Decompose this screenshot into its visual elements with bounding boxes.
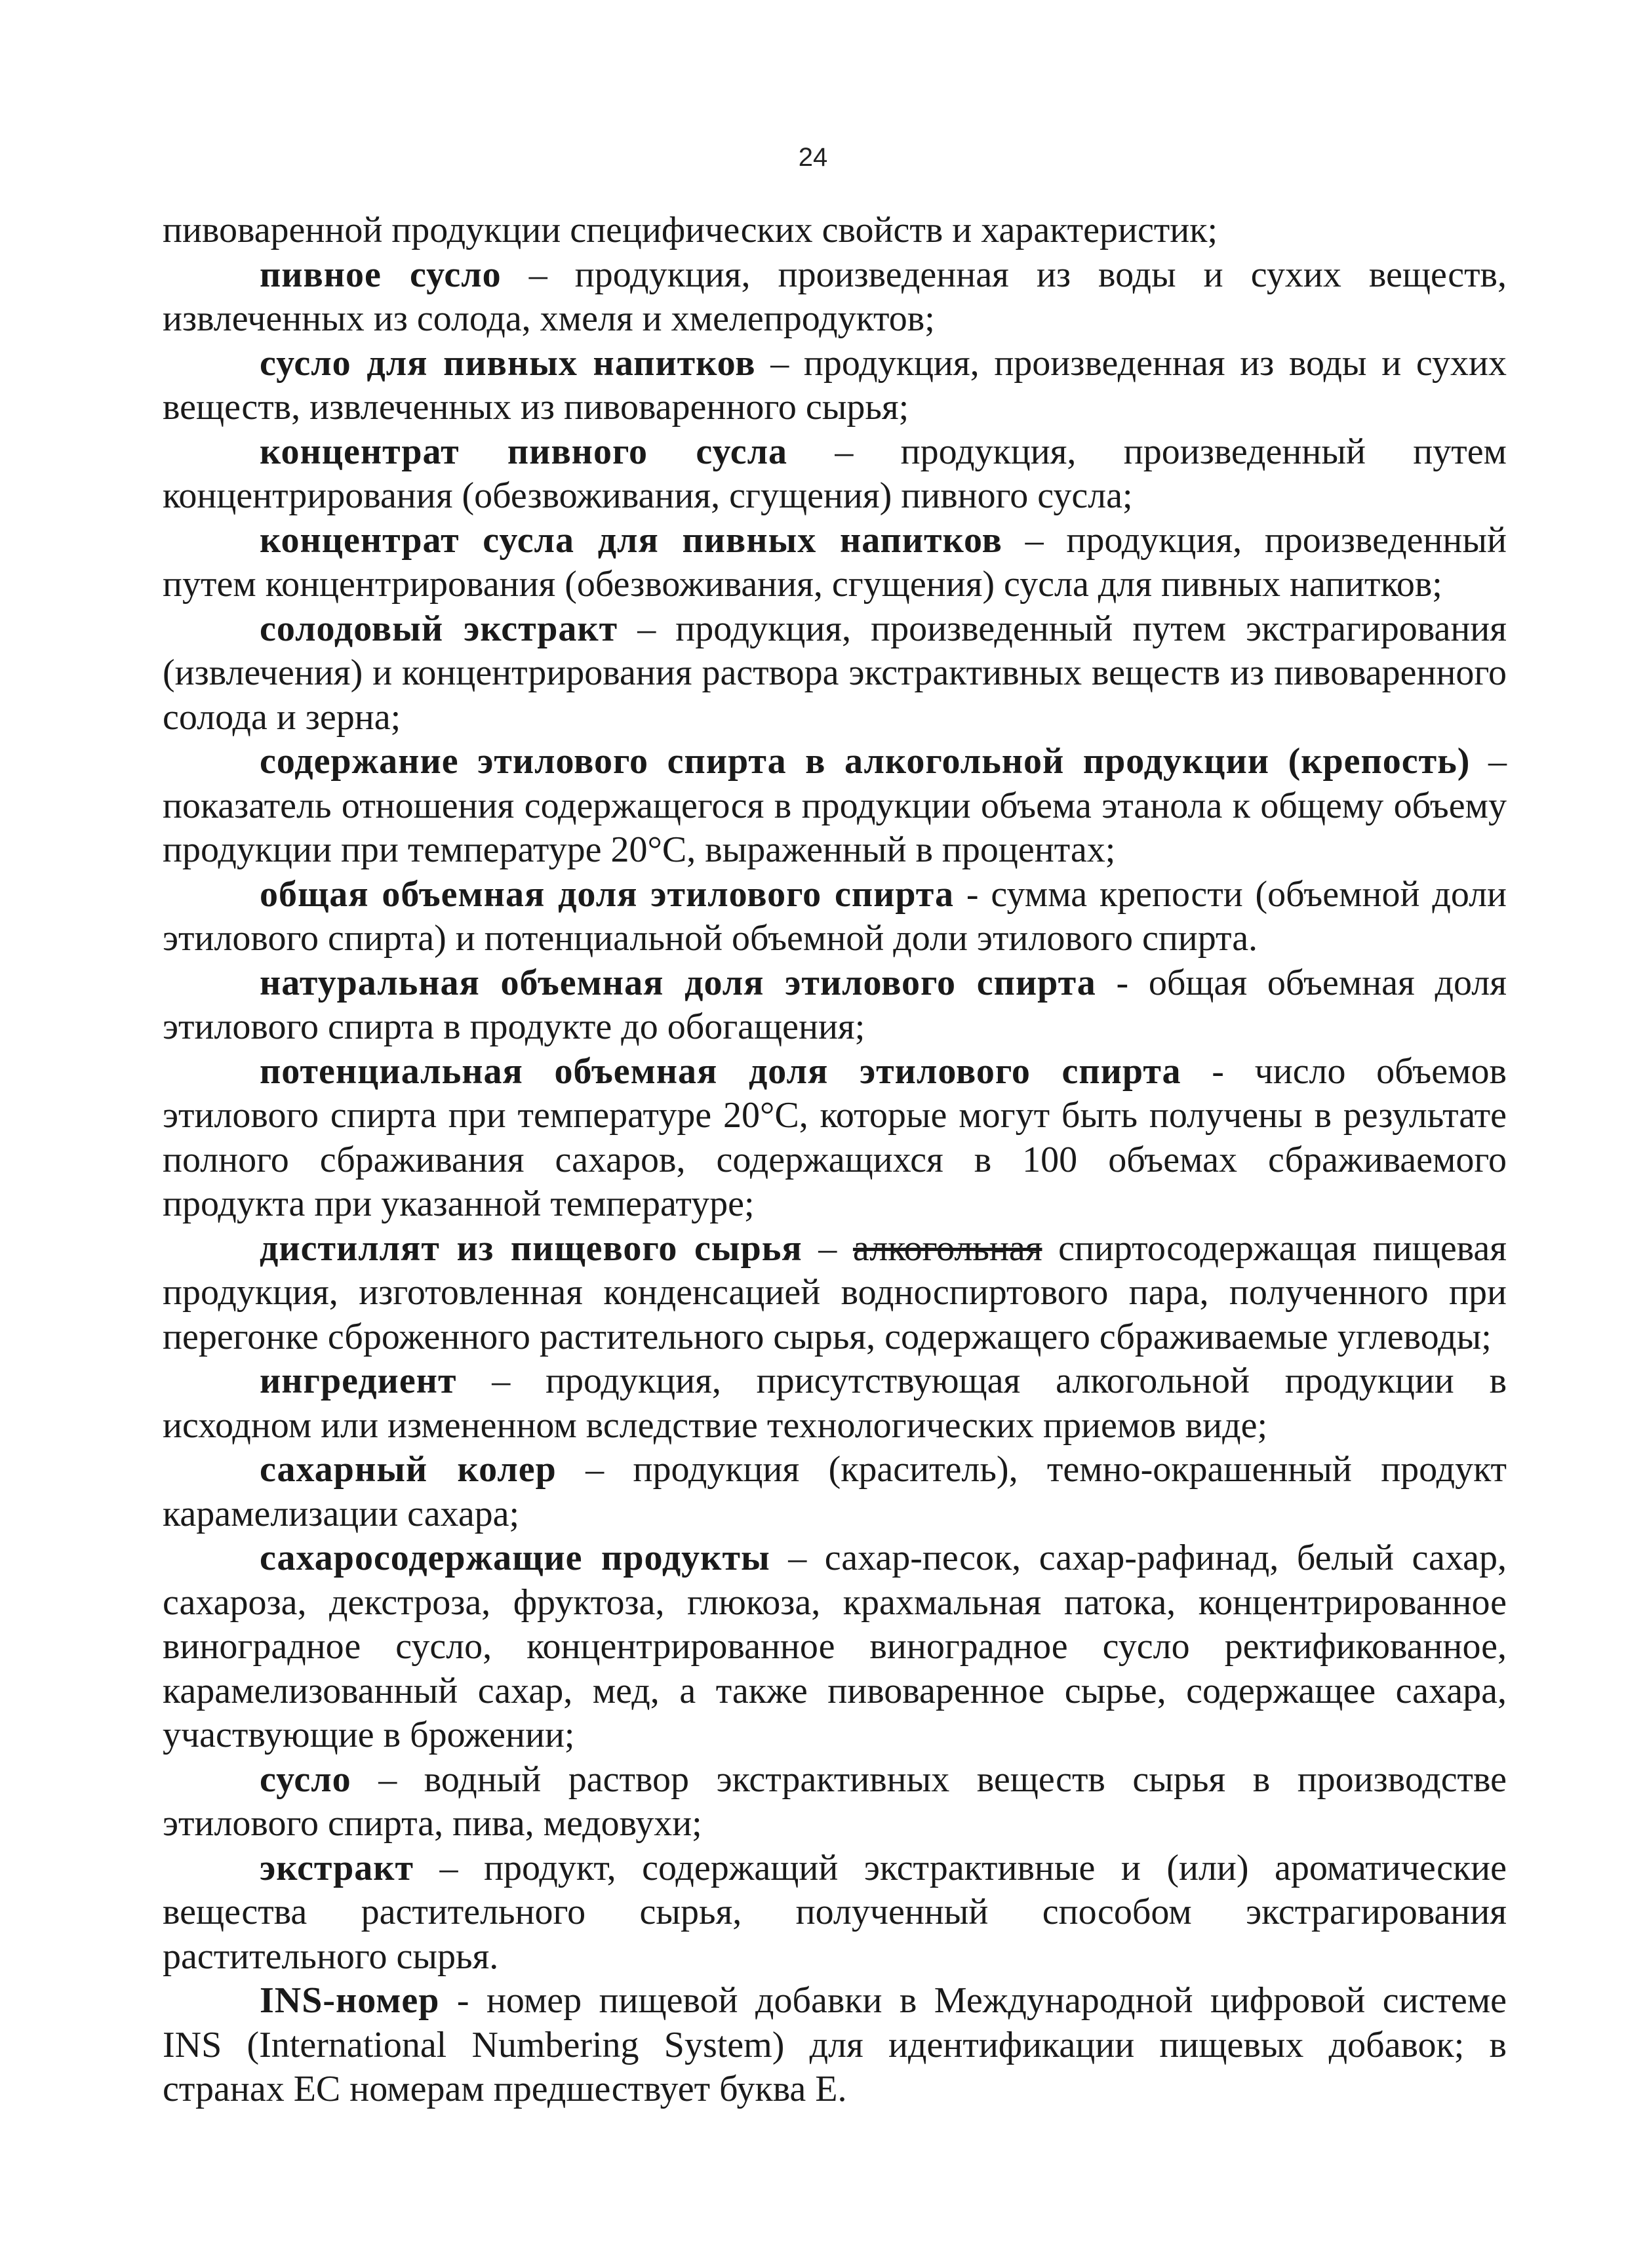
definition-text: продукция, произведенный путем экстрагирования (извлечения) и концентрирования раствора экстрактивных веществ из пивоваренного солода и зерна; — [163, 608, 1507, 738]
struck-word: алкогольная — [852, 1227, 1042, 1269]
term: дистиллят из пищевого сырья — [260, 1227, 803, 1269]
dash: – — [456, 1361, 546, 1401]
dash: - — [439, 1980, 486, 2021]
definition-pivnoe-suslo — [163, 253, 1507, 342]
dash: – — [351, 1759, 424, 1800]
paragraph-continuation — [163, 209, 1507, 253]
term: сусло — [260, 1759, 351, 1800]
dash: – — [802, 1227, 853, 1269]
term: ингредиент — [260, 1361, 457, 1401]
definition-saharnyi-koler — [163, 1448, 1507, 1536]
dash: – — [501, 254, 575, 295]
definition-text: число объемов этилового спирта при температуре 20°С, которые могут быть получены в результате полного сбраживания сахаров, содержащихся в 100 объемах сбраживаемого продукта при указанной температуре; — [163, 1050, 1507, 1224]
dash: – — [1002, 519, 1067, 561]
dash: - — [1096, 962, 1149, 1003]
dash: – — [1470, 741, 1507, 782]
definition-koncentrat-pivnogo-susla — [163, 430, 1507, 519]
term: потенциальная объемная доля этилового спирта — [260, 1050, 1181, 1092]
definition-krepost — [163, 740, 1507, 873]
document-body — [163, 209, 1507, 2112]
definition-suslo — [163, 1758, 1507, 1846]
definition-ins-nomer — [163, 1979, 1507, 2112]
term: содержание этилового спирта в алкогольной продукции (крепость) — [260, 741, 1471, 782]
definition-text: продукция, произведенный путем концентрирования (обезвоживания, сгущения) сусла для пивных напитков; — [163, 519, 1507, 605]
term: натуральная объемная доля этилового спирта — [260, 962, 1096, 1003]
term: концентрат сусла для пивных напитков — [260, 519, 1002, 561]
definition-obshaya-dolya — [163, 873, 1507, 961]
term: солодовый экстракт — [260, 608, 618, 649]
definition-potencialnaya-dolya — [163, 1050, 1507, 1227]
definition-text: показатель отношения содержащегося в продукции объема этанола к общему объему продукции при температуре 20°С, выраженный в процентах; — [163, 785, 1507, 870]
term: концентрат пивного сусла — [260, 431, 787, 472]
definition-text: продукция, произведенный путем концентрирования (обезвоживания, сгущения) пивного сусла; — [163, 431, 1507, 516]
definition-text: общая объемная доля этилового спирта в продукте до обогащения; — [163, 962, 1507, 1047]
term: сахарный колер — [260, 1449, 557, 1490]
definition-text: пивоваренной продукции специфических свойств и характеристик; — [163, 210, 1218, 250]
definition-text: спиртосодержащая пищевая продукция, изготовленная конденсацией водноспиртового пара, полученного при перегонке сброженного растительного сырья, содержащего сбраживаемые углеводы; — [163, 1227, 1507, 1357]
definition-text: продукция (краситель), темно-окрашенный продукт карамелизации сахара; — [163, 1449, 1507, 1534]
dash: – — [556, 1449, 633, 1490]
dash: – — [787, 431, 901, 472]
term: общая объемная доля этилового спирта — [260, 873, 954, 915]
definition-text: водный раствор экстрактивных веществ сырья в производстве этилового спирта, пива, медовухи; — [163, 1759, 1507, 1844]
definition-solodovyi-ekstrakt — [163, 607, 1507, 740]
dash: - — [1181, 1050, 1255, 1092]
dash: – — [414, 1847, 485, 1888]
term: пивное сусло — [260, 254, 502, 295]
definition-koncentrat-susla-napitkov — [163, 519, 1507, 607]
definition-saharosoderzhashie — [163, 1536, 1507, 1758]
term: сусло для пивных напитков — [260, 342, 756, 384]
definition-naturalnaya-dolya — [163, 961, 1507, 1050]
definition-text: продукция, присутствующая алкогольной продукции в исходном или измененном вследствие технологических приемов виде; — [163, 1361, 1507, 1446]
dash: - — [954, 873, 991, 915]
term: INS-номер — [260, 1980, 440, 2021]
definition-distillyat — [163, 1227, 1507, 1360]
definition-text: продукт, содержащий экстрактивные и (или) ароматические вещества растительного сырья, полученный способом экстрагирования растительного сырья. — [163, 1847, 1507, 1977]
definition-ekstrakt — [163, 1846, 1507, 1980]
definition-text: продукция, произведенная из воды и сухих веществ, извлеченных из пивоваренного сырья; — [163, 342, 1507, 428]
page-number: 24 — [798, 143, 828, 172]
term: экстракт — [260, 1847, 414, 1888]
definition-ingredient — [163, 1359, 1507, 1448]
term: сахаросодержащие продукты — [260, 1538, 770, 1578]
definition-text: продукция, произведенная из воды и сухих веществ, извлеченных из солода, хмеля и хмелепродуктов; — [163, 254, 1507, 339]
definition-text: сумма крепости (объемной доли этилового спирта) и потенциальной объемной доли этилового спирта. — [163, 873, 1507, 959]
dash: – — [755, 342, 804, 384]
definition-suslo-pivnyh-napitkov — [163, 342, 1507, 430]
dash: – — [618, 608, 676, 649]
definition-text: номер пищевой добавки в Международной цифровой системе INS (International Numbering System) для идентификации пищевых добавок; в странах ЕС номерам предшествует буква Е. — [163, 1980, 1507, 2109]
definition-text: сахар-песок, сахар-рафинад, белый сахар, сахароза, декстроза, фруктоза, глюкоза, крахмальная патока, концентрированное виноградное сусло, концентрированное виноградное сусло ректификованное, карамелизованный сахар, мед, а также пивоваренное сырье, содержащее сахара, участвующие в брожении; — [163, 1538, 1507, 1755]
dash: – — [770, 1538, 825, 1578]
